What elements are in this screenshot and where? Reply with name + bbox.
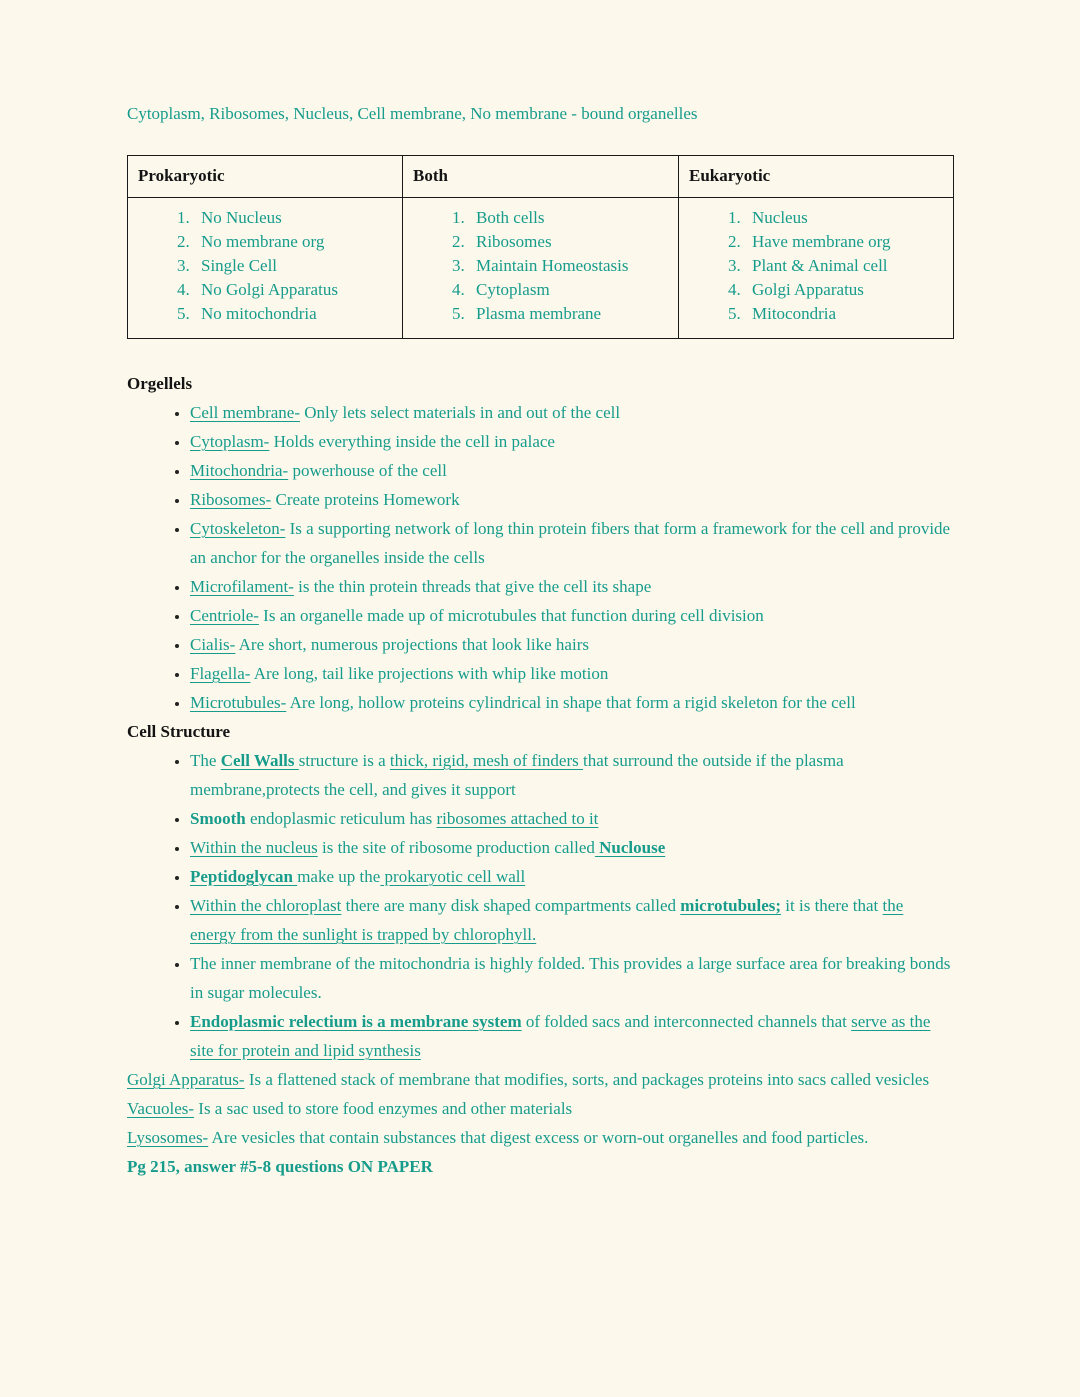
- organelles-list: [127, 398, 953, 717]
- eukaryotic-cell: [679, 198, 954, 339]
- both-item: 5. Plasma membrane: [469, 302, 674, 326]
- cell-structure-item: • Endoplasmic relectium is a membrane system of folded sacs and interconnected channels that serve as the site for protein and lipid synthesis: [190, 1007, 953, 1065]
- lysosomes-paragraph: Lysosomes- Are vesicles that contain substances that digest excess or worn-out organelles and food particles.: [127, 1128, 869, 1147]
- closing-paragraphs: [127, 1065, 953, 1181]
- organelle-item: • Microtubules- Are long, hollow proteins cylindrical in shape that form a rigid skeleton for the cell: [190, 688, 953, 717]
- both-list: [403, 206, 674, 326]
- eukaryotic-item: 2. Have membrane org: [745, 230, 949, 254]
- organelle-item: • Centriole- Is an organelle made up of microtubules that function during cell division: [190, 601, 953, 630]
- golgi-apparatus-paragraph: Golgi Apparatus- Is a flattened stack of membrane that modifies, sorts, and packages proteins into sacs called vesicles: [127, 1070, 930, 1089]
- prokaryotic-item: 4. No Golgi Apparatus: [194, 278, 398, 302]
- eukaryotic-item: 1. Nucleus: [745, 206, 949, 230]
- organelle-item: • Cytoskeleton- Is a supporting network of long thin protein fibers that form a framework for the cell and provide an anchor for the organelles inside the cells: [190, 514, 953, 572]
- both-item: 1. Both cells: [469, 206, 674, 230]
- both-cell: [403, 198, 679, 339]
- cell-structure-item: • The Cell Walls structure is a thick, rigid, mesh of finders that surround the outside if the plasma membrane,protects the cell, and gives it support: [190, 746, 953, 804]
- organelle-item: • Flagella- Are long, tail like projections with whip like motion: [190, 659, 953, 688]
- prokaryotic-item: 3. Single Cell: [194, 254, 398, 278]
- table-header-both: Both: [403, 156, 679, 198]
- table-body-row: [128, 198, 954, 339]
- topic-list-line: Cytoplasm, Ribosomes, Nucleus, Cell membrane, No membrane - bound organelles: [127, 104, 698, 123]
- prokaryotic-item: 1. No Nucleus: [194, 206, 398, 230]
- assignment-note: Pg 215, answer #5-8 questions ON PAPER: [127, 1157, 433, 1176]
- organelle-item: • Microfilament- is the thin protein threads that give the cell its shape: [190, 572, 953, 601]
- cell-structure-item: • Within the nucleus is the site of ribosome production called Nuclouse: [190, 833, 953, 862]
- vacuoles-paragraph: Vacuoles- Is a sac used to store food enzymes and other materials: [127, 1099, 573, 1118]
- organelle-item: • Cell membrane- Only lets select materials in and out of the cell: [190, 398, 953, 427]
- prokaryotic-cell: [128, 198, 403, 339]
- both-item: 3. Maintain Homeostasis: [469, 254, 674, 278]
- eukaryotic-item: 3. Plant & Animal cell: [745, 254, 949, 278]
- table-header-row: [128, 156, 954, 198]
- table-header-prokaryotic: Prokaryotic: [128, 156, 403, 198]
- cell-structure-item: • Smooth endoplasmic reticulum has ribosomes attached to it: [190, 804, 953, 833]
- prokaryotic-both-eukaryotic-table: [127, 155, 954, 339]
- eukaryotic-item: 5. Mitocondria: [745, 302, 949, 326]
- eukaryotic-list: [679, 206, 949, 326]
- eukaryotic-item: 4. Golgi Apparatus: [745, 278, 949, 302]
- organelle-item: • Cialis- Are short, numerous projections that look like hairs: [190, 630, 953, 659]
- table-header-eukaryotic: Eukaryotic: [679, 156, 954, 198]
- cell-structure-list: [127, 746, 953, 1065]
- cell-structure-item: • The inner membrane of the mitochondria is highly folded. This provides a large surface area for breaking bonds in sugar molecules.: [190, 949, 953, 1007]
- cell-structure-heading: Cell Structure: [127, 722, 231, 741]
- organelle-item: • Mitochondria- powerhouse of the cell: [190, 456, 953, 485]
- cell-structure-item: • Within the chloroplast there are many disk shaped compartments called microtubules; it is there that the energy from the sunlight is trapped by chlorophyll.: [190, 891, 953, 949]
- both-item: 2. Ribosomes: [469, 230, 674, 254]
- organelle-item: • Ribosomes- Create proteins Homework: [190, 485, 953, 514]
- prokaryotic-item: 5. No mitochondria: [194, 302, 398, 326]
- prokaryotic-list: [128, 206, 398, 326]
- cell-structure-item: • Peptidoglycan make up the prokaryotic cell wall: [190, 862, 953, 891]
- both-item: 4. Cytoplasm: [469, 278, 674, 302]
- organelles-heading: Orgellels: [127, 374, 193, 393]
- organelle-item: • Cytoplasm- Holds everything inside the cell in palace: [190, 427, 953, 456]
- prokaryotic-item: 2. No membrane org: [194, 230, 398, 254]
